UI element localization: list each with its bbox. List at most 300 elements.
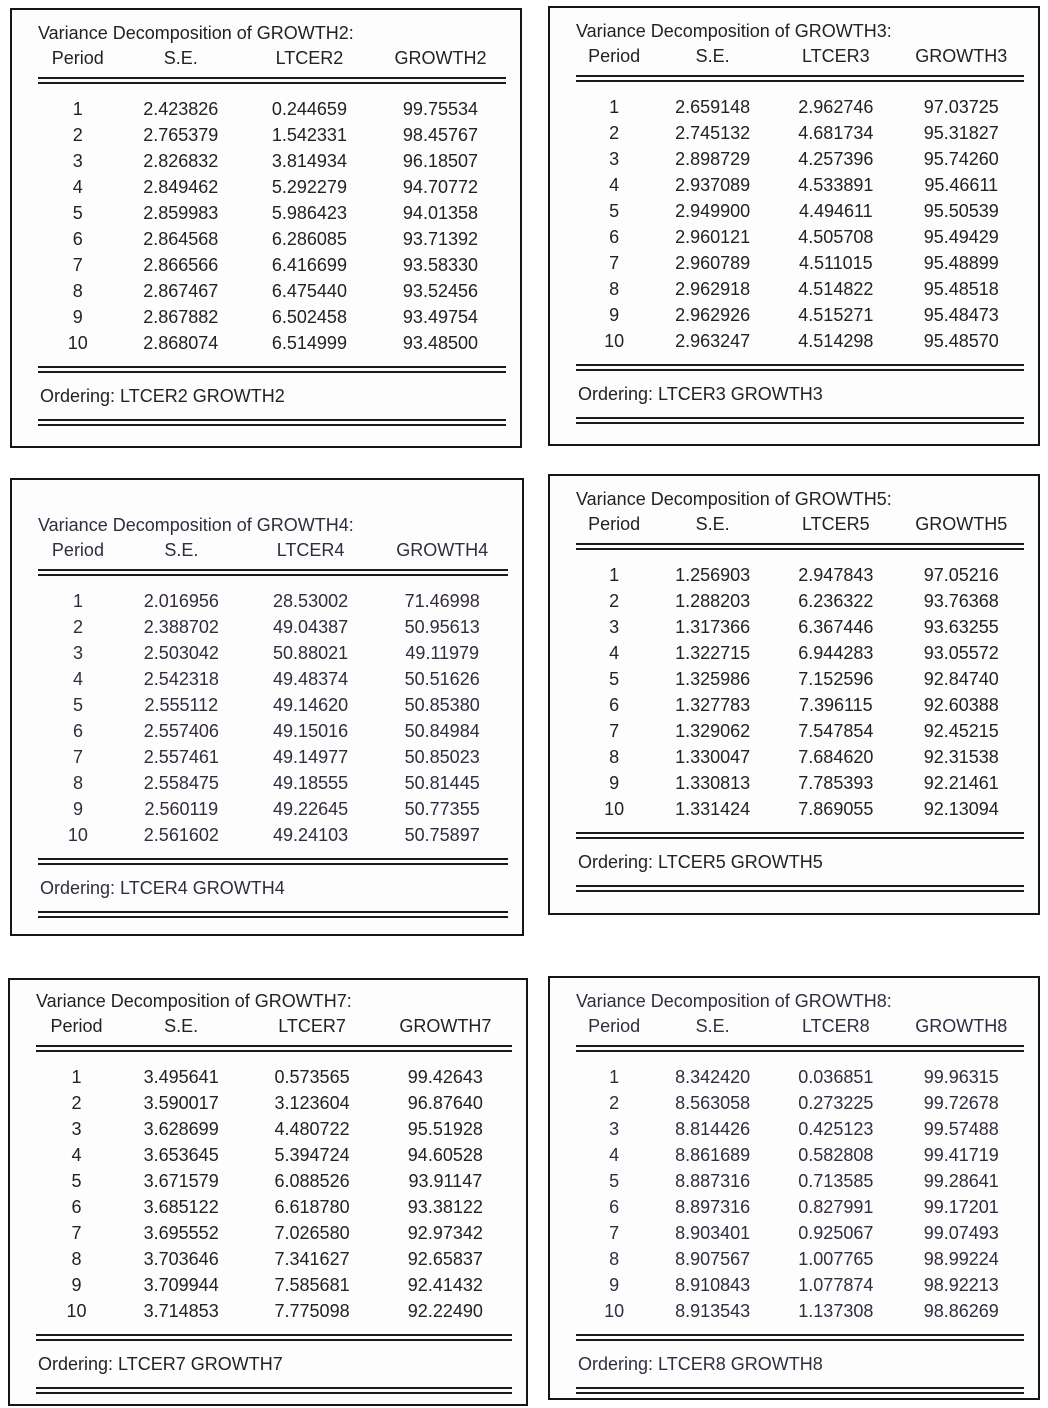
table-cell: 49.24103	[273, 824, 349, 845]
table-row	[576, 666, 1024, 692]
table-cell: 92.31538	[923, 746, 999, 767]
table-cell: 2.557461	[143, 746, 219, 767]
table-cell: 49.22645	[273, 798, 349, 819]
header-row	[576, 46, 1024, 75]
table-row	[36, 1090, 512, 1116]
table-cell: 50.95613	[404, 616, 480, 637]
table-row	[38, 744, 508, 770]
col-growth: GROWTH8	[915, 1016, 1008, 1036]
table-title: Variance Decomposition of GROWTH7:	[36, 991, 352, 1011]
col-se: S.E.	[695, 1016, 730, 1036]
table-cell: 5	[609, 668, 620, 689]
col-period: Period	[51, 48, 104, 68]
table-cell: 2	[609, 590, 620, 611]
col-se: S.E.	[695, 514, 730, 534]
table-cell: 5.986423	[271, 202, 347, 223]
table-cell: 6	[72, 720, 83, 741]
table-cell: 1	[609, 1066, 620, 1087]
table-cell: 10	[604, 330, 625, 351]
double-rule	[38, 858, 508, 865]
table-cell: 7	[72, 254, 83, 275]
table-row	[36, 1142, 512, 1168]
table-cell: 49.14620	[273, 694, 349, 715]
table-row	[576, 718, 1024, 744]
table-cell: 96.87640	[407, 1092, 483, 1113]
col-se: S.E.	[695, 46, 730, 66]
table-cell: 6.944283	[798, 642, 874, 663]
table-cell: 2.849462	[143, 176, 219, 197]
table-cell: 10	[604, 1300, 625, 1321]
col-ltcer: LTCER8	[801, 1016, 870, 1036]
table-row	[38, 330, 506, 356]
table-cell: 1	[72, 590, 83, 611]
table-cell: 10	[604, 798, 625, 819]
col-ltcer: LTCER4	[276, 540, 345, 560]
table-cell: 5	[72, 202, 83, 223]
col-ltcer: LTCER5	[801, 514, 870, 534]
table-cell: 95.48473	[923, 304, 999, 325]
table-row	[38, 304, 506, 330]
table-cell: 99.72678	[923, 1092, 999, 1113]
col-period: Period	[50, 1016, 103, 1036]
table-row	[38, 174, 506, 200]
table-row	[576, 770, 1024, 796]
table-cell: 4	[71, 1144, 82, 1165]
col-growth: GROWTH4	[396, 540, 489, 560]
table-cell: 2.388702	[143, 616, 219, 637]
ordering-note: Ordering: LTCER3 GROWTH3	[578, 384, 823, 404]
table-cell: 50.85380	[404, 694, 480, 715]
table-cell: 50.85023	[404, 746, 480, 767]
table-cell: 7	[609, 252, 620, 273]
table-cell: 6.286085	[271, 228, 347, 249]
table-cell: 7.785393	[798, 772, 874, 793]
table-cell: 94.70772	[402, 176, 478, 197]
table-cell: 2.960789	[675, 252, 751, 273]
table-cell: 92.45215	[923, 720, 999, 741]
table-cell: 1.077874	[798, 1274, 874, 1295]
table-row	[576, 146, 1024, 172]
table-row	[576, 562, 1024, 588]
table-cell: 5	[71, 1170, 82, 1191]
table-cell: 7	[71, 1222, 82, 1243]
table-cell: 2.949900	[675, 200, 751, 221]
table-cell: 2.561602	[143, 824, 219, 845]
table-cell: 1.542331	[271, 124, 347, 145]
table-cell: 2.016956	[143, 590, 219, 611]
table-cell: 2.864568	[143, 228, 219, 249]
table-cell: 50.88021	[273, 642, 349, 663]
double-rule	[38, 366, 506, 373]
table-cell: 1.330047	[675, 746, 751, 767]
table-row	[576, 250, 1024, 276]
table-cell: 5	[72, 694, 83, 715]
double-rule	[576, 885, 1024, 892]
table-row	[36, 1168, 512, 1194]
table-cell: 6.502458	[271, 306, 347, 327]
table-row	[576, 198, 1024, 224]
table-cell: 2.937089	[675, 174, 751, 195]
table-cell: 93.49754	[402, 306, 478, 327]
decomposition-table	[38, 588, 508, 848]
table-row	[36, 1272, 512, 1298]
table-cell: 6	[71, 1196, 82, 1217]
table-row	[576, 744, 1024, 770]
table-cell: 3.123604	[274, 1092, 350, 1113]
table-cell: 94.01358	[402, 202, 478, 223]
table-cell: 2	[72, 124, 83, 145]
table-cell: 0.273225	[798, 1092, 874, 1113]
table-cell: 2.423826	[143, 98, 219, 119]
table-cell: 0.582808	[798, 1144, 874, 1165]
variance-panel-growth3	[548, 6, 1040, 446]
table-cell: 1.137308	[798, 1300, 874, 1321]
table-cell: 98.45767	[402, 124, 478, 145]
table-cell: 6.088526	[274, 1170, 350, 1191]
table-cell: 10	[66, 1300, 87, 1321]
header-row	[576, 514, 1024, 543]
table-title: Variance Decomposition of GROWTH3:	[576, 21, 892, 41]
table-cell: 2.558475	[143, 772, 219, 793]
table-cell: 5.394724	[274, 1144, 350, 1165]
table-cell: 2.960121	[675, 226, 751, 247]
table-row	[38, 200, 506, 226]
header-row	[38, 48, 506, 77]
table-cell: 7.341627	[274, 1248, 350, 1269]
double-rule	[38, 77, 506, 84]
table-row	[38, 666, 508, 692]
table-cell: 49.18555	[273, 772, 349, 793]
table-cell: 98.99224	[923, 1248, 999, 1269]
table-cell: 4	[72, 176, 83, 197]
table-row	[38, 692, 508, 718]
table-cell: 8.907567	[675, 1248, 751, 1269]
table-cell: 8.342420	[675, 1066, 751, 1087]
ordering-note: Ordering: LTCER8 GROWTH8	[578, 1354, 823, 1374]
double-rule	[576, 75, 1024, 82]
table-cell: 2.868074	[143, 332, 219, 353]
table-cell: 95.48570	[923, 330, 999, 351]
table-cell: 6.416699	[271, 254, 347, 275]
table-cell: 2.503042	[143, 642, 219, 663]
table-row	[36, 1246, 512, 1272]
table-cell: 6	[609, 226, 620, 247]
double-rule	[576, 364, 1024, 371]
table-cell: 10	[67, 332, 88, 353]
table-cell: 4.514822	[798, 278, 874, 299]
table-cell: 3.695552	[143, 1222, 219, 1243]
table-cell: 3.814934	[271, 150, 347, 171]
table-cell: 4	[609, 174, 620, 195]
table-cell: 7.547854	[798, 720, 874, 741]
table-row	[36, 1194, 512, 1220]
table-cell: 1.288203	[675, 590, 751, 611]
col-growth: GROWTH5	[915, 514, 1008, 534]
table-cell: 4.681734	[798, 122, 874, 143]
table-cell: 49.04387	[273, 616, 349, 637]
variance-panel-growth5	[548, 474, 1040, 915]
table-cell: 9	[72, 798, 83, 819]
table-cell: 99.07493	[923, 1222, 999, 1243]
table-cell: 4.515271	[798, 304, 874, 325]
table-cell: 3.590017	[143, 1092, 219, 1113]
table-cell: 6.514999	[271, 332, 347, 353]
table-cell: 2.898729	[675, 148, 751, 169]
table-row	[36, 1064, 512, 1090]
table-cell: 1.329062	[675, 720, 751, 741]
table-cell: 2.962918	[675, 278, 751, 299]
table-cell: 95.46611	[924, 174, 999, 195]
table-header	[576, 1016, 1024, 1045]
table-cell: 2.867467	[143, 280, 219, 301]
table-cell: 4	[72, 668, 83, 689]
ordering-note: Ordering: LTCER5 GROWTH5	[578, 852, 823, 872]
table-cell: 0.925067	[798, 1222, 874, 1243]
table-cell: 8	[609, 278, 620, 299]
table-cell: 5	[609, 1170, 620, 1191]
table-row	[38, 770, 508, 796]
table-cell: 98.86269	[923, 1300, 999, 1321]
table-cell: 2.542318	[143, 668, 219, 689]
table-cell: 8.887316	[675, 1170, 751, 1191]
table-cell: 7.026580	[274, 1222, 350, 1243]
col-growth: GROWTH2	[394, 48, 487, 68]
table-cell: 2	[72, 616, 83, 637]
variance-panel-growth8	[548, 976, 1040, 1400]
table-cell: 2.962746	[798, 96, 874, 117]
double-rule	[36, 1387, 512, 1394]
double-rule	[576, 1387, 1024, 1394]
table-cell: 8.897316	[675, 1196, 751, 1217]
table-cell: 10	[67, 824, 88, 845]
table-cell: 49.48374	[273, 668, 349, 689]
table-header	[38, 540, 508, 569]
table-cell: 3	[72, 642, 83, 663]
table-cell: 93.38122	[407, 1196, 483, 1217]
table-header	[576, 46, 1024, 75]
double-rule	[576, 1045, 1024, 1052]
table-cell: 7.585681	[274, 1274, 350, 1295]
table-cell: 92.41432	[407, 1274, 483, 1295]
table-cell: 1.330813	[675, 772, 751, 793]
table-row	[576, 328, 1024, 354]
table-cell: 8	[609, 746, 620, 767]
table-cell: 92.60388	[923, 694, 999, 715]
table-cell: 6.475440	[271, 280, 347, 301]
table-row	[38, 588, 508, 614]
table-row	[576, 302, 1024, 328]
table-cell: 2.560119	[144, 798, 219, 819]
table-cell: 3	[71, 1118, 82, 1139]
table-cell: 7.684620	[798, 746, 874, 767]
table-cell: 3.685122	[143, 1196, 219, 1217]
table-cell: 92.97342	[407, 1222, 483, 1243]
table-row	[576, 692, 1024, 718]
table-row	[38, 148, 506, 174]
table-title: Variance Decomposition of GROWTH8:	[576, 991, 892, 1011]
col-period: Period	[51, 540, 104, 560]
table-cell: 49.15016	[273, 720, 349, 741]
table-cell: 1	[609, 564, 620, 585]
table-cell: 3.709944	[143, 1274, 219, 1295]
table-cell: 99.41719	[923, 1144, 999, 1165]
table-cell: 49.14977	[273, 746, 349, 767]
double-rule	[576, 1334, 1024, 1341]
table-row	[576, 1142, 1024, 1168]
table-cell: 3	[609, 616, 620, 637]
table-cell: 2.963247	[675, 330, 751, 351]
table-cell: 3	[609, 1118, 620, 1139]
table-row	[576, 172, 1024, 198]
table-row	[576, 224, 1024, 250]
table-cell: 2.859983	[143, 202, 219, 223]
table-cell: 7.152596	[798, 668, 874, 689]
table-row	[576, 1194, 1024, 1220]
decomposition-table	[36, 1064, 512, 1324]
ordering-note: Ordering: LTCER4 GROWTH4	[40, 878, 285, 898]
table-cell: 2.867882	[143, 306, 219, 327]
table-cell: 93.91147	[408, 1170, 483, 1191]
table-cell: 4.494611	[798, 200, 873, 221]
table-cell: 1.317366	[675, 616, 751, 637]
ordering-note: Ordering: LTCER7 GROWTH7	[38, 1354, 283, 1374]
table-cell: 0.244659	[271, 98, 347, 119]
table-cell: 9	[609, 304, 620, 325]
double-rule	[38, 911, 508, 918]
table-cell: 1.322715	[675, 642, 751, 663]
table-row	[576, 1246, 1024, 1272]
double-rule	[38, 419, 506, 426]
table-title: Variance Decomposition of GROWTH4:	[38, 515, 354, 535]
table-cell: 8.913543	[675, 1300, 751, 1321]
header-row	[576, 1016, 1024, 1045]
table-cell: 3.653645	[143, 1144, 219, 1165]
table-row	[38, 122, 506, 148]
table-cell: 8.910843	[675, 1274, 751, 1295]
table-row	[576, 276, 1024, 302]
table-cell: 0.036851	[798, 1066, 874, 1087]
table-cell: 6	[609, 694, 620, 715]
table-cell: 2	[609, 1092, 620, 1113]
decomposition-table	[576, 94, 1024, 354]
table-cell: 6	[72, 228, 83, 249]
table-cell: 93.48500	[402, 332, 478, 353]
table-cell: 8.861689	[675, 1144, 751, 1165]
table-row	[576, 1090, 1024, 1116]
table-cell: 71.46998	[404, 590, 480, 611]
table-cell: 0.827991	[798, 1196, 874, 1217]
table-cell: 2.765379	[143, 124, 219, 145]
table-cell: 4.505708	[798, 226, 874, 247]
table-cell: 95.48899	[923, 252, 999, 273]
table-cell: 96.18507	[402, 150, 478, 171]
table-row	[576, 120, 1024, 146]
table-cell: 9	[71, 1274, 82, 1295]
table-cell: 5.292279	[271, 176, 347, 197]
table-cell: 99.17201	[923, 1196, 999, 1217]
table-cell: 3.671579	[143, 1170, 219, 1191]
table-cell: 94.60528	[407, 1144, 483, 1165]
table-cell: 95.31827	[923, 122, 999, 143]
table-cell: 6.367446	[798, 616, 874, 637]
col-growth: GROWTH3	[915, 46, 1008, 66]
table-row	[38, 278, 506, 304]
table-row	[38, 226, 506, 252]
table-cell: 1	[72, 98, 83, 119]
table-row	[36, 1116, 512, 1142]
table-row	[576, 94, 1024, 120]
table-cell: 99.96315	[923, 1066, 999, 1087]
table-cell: 8.563058	[675, 1092, 751, 1113]
table-cell: 2.962926	[675, 304, 751, 325]
table-cell: 93.71392	[402, 228, 478, 249]
table-cell: 99.75534	[402, 98, 478, 119]
decomposition-table	[576, 1064, 1024, 1324]
table-cell: 49.11979	[405, 642, 480, 663]
table-cell: 9	[609, 1274, 620, 1295]
double-rule	[36, 1045, 512, 1052]
table-cell: 8.903401	[675, 1222, 751, 1243]
variance-panel-growth4	[10, 478, 524, 936]
table-header	[576, 514, 1024, 543]
table-cell: 95.48518	[923, 278, 999, 299]
table-cell: 98.92213	[923, 1274, 999, 1295]
double-rule	[38, 569, 508, 576]
table-cell: 93.58330	[402, 254, 478, 275]
table-cell: 50.51626	[404, 668, 480, 689]
table-cell: 2	[609, 122, 620, 143]
table-cell: 9	[609, 772, 620, 793]
table-row	[576, 1064, 1024, 1090]
double-rule	[36, 1334, 512, 1341]
table-cell: 8	[71, 1248, 82, 1269]
table-row	[576, 1220, 1024, 1246]
ordering-note: Ordering: LTCER2 GROWTH2	[40, 386, 285, 406]
table-cell: 50.81445	[404, 772, 480, 793]
table-cell: 95.49429	[923, 226, 999, 247]
table-cell: 28.53002	[273, 590, 349, 611]
table-cell: 2.555112	[144, 694, 219, 715]
decomposition-table	[576, 562, 1024, 822]
table-row	[576, 1116, 1024, 1142]
table-cell: 97.03725	[923, 96, 999, 117]
table-cell: 0.713585	[798, 1170, 874, 1191]
table-row	[576, 796, 1024, 822]
table-row	[38, 96, 506, 122]
table-row	[38, 640, 508, 666]
table-cell: 8	[72, 772, 83, 793]
table-cell: 8.814426	[675, 1118, 751, 1139]
col-growth: GROWTH7	[399, 1016, 492, 1036]
table-cell: 3	[609, 148, 620, 169]
table-cell: 99.42643	[407, 1066, 483, 1087]
header-row	[36, 1016, 512, 1045]
header-row	[38, 540, 508, 569]
table-row	[576, 1272, 1024, 1298]
table-cell: 1	[71, 1066, 82, 1087]
col-ltcer: LTCER3	[801, 46, 870, 66]
table-cell: 3.495641	[143, 1066, 219, 1087]
table-cell: 99.28641	[923, 1170, 999, 1191]
table-cell: 2.826832	[143, 150, 219, 171]
table-cell: 7	[609, 720, 620, 741]
table-row	[38, 822, 508, 848]
table-title: Variance Decomposition of GROWTH5:	[576, 489, 892, 509]
table-cell: 5	[609, 200, 620, 221]
table-cell: 92.22490	[407, 1300, 483, 1321]
table-cell: 95.51928	[407, 1118, 483, 1139]
table-cell: 92.13094	[923, 798, 999, 819]
